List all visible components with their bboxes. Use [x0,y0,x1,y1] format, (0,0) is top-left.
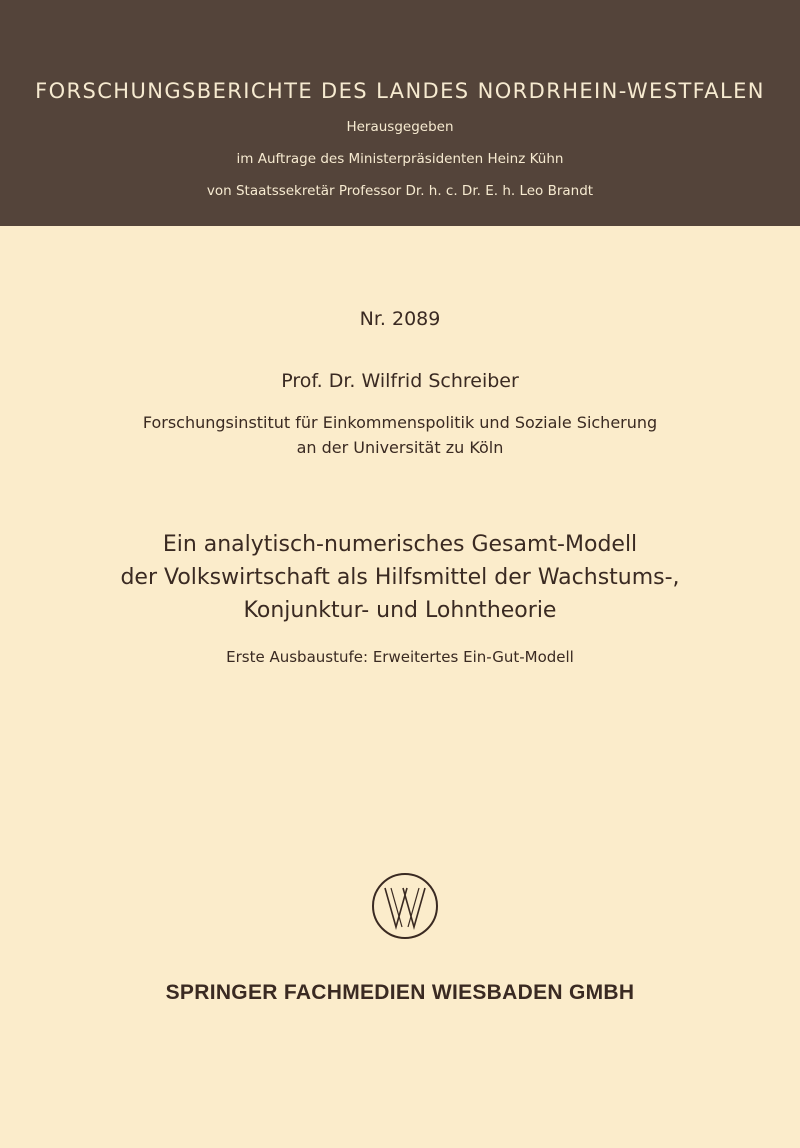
title-line-2: der Volkswirtschaft als Hilfsmittel der Wachstums-, [120,565,680,590]
ww-circle-logo-icon [371,872,439,940]
report-number: Nr. 2089 [359,308,441,330]
editor-line-1: Herausgegeben [346,119,454,135]
author-name: Prof. Dr. Wilfrid Schreiber [281,370,519,392]
publisher-name: SPRINGER FACHMEDIEN WIESBADEN GMBH [165,981,635,1004]
editor-line-2: im Auftrage des Ministerpräsidenten Heinz Kühn [236,151,564,167]
title-line-1: Ein analytisch-numerisches Gesamt-Modell [162,532,638,557]
book-subtitle: Erste Ausbaustufe: Erweitertes Ein-Gut-Modell [226,648,574,666]
institute [0,410,800,460]
series-title: FORSCHUNGSBERICHTE DES LANDES NORDRHEIN-WESTFALEN [35,79,765,103]
institute-line-2: an der Universität zu Köln [296,438,504,457]
editor-line-3: von Staatssekretär Professor Dr. h. c. Dr. E. h. Leo Brandt [206,183,594,199]
title-line-3: Konjunktur- und Lohntheorie [243,598,557,623]
institute-line-1: Forschungsinstitut für Einkommenspolitik und Soziale Sicherung [142,413,658,432]
book-title [0,528,800,627]
cover-header-band [0,0,800,226]
